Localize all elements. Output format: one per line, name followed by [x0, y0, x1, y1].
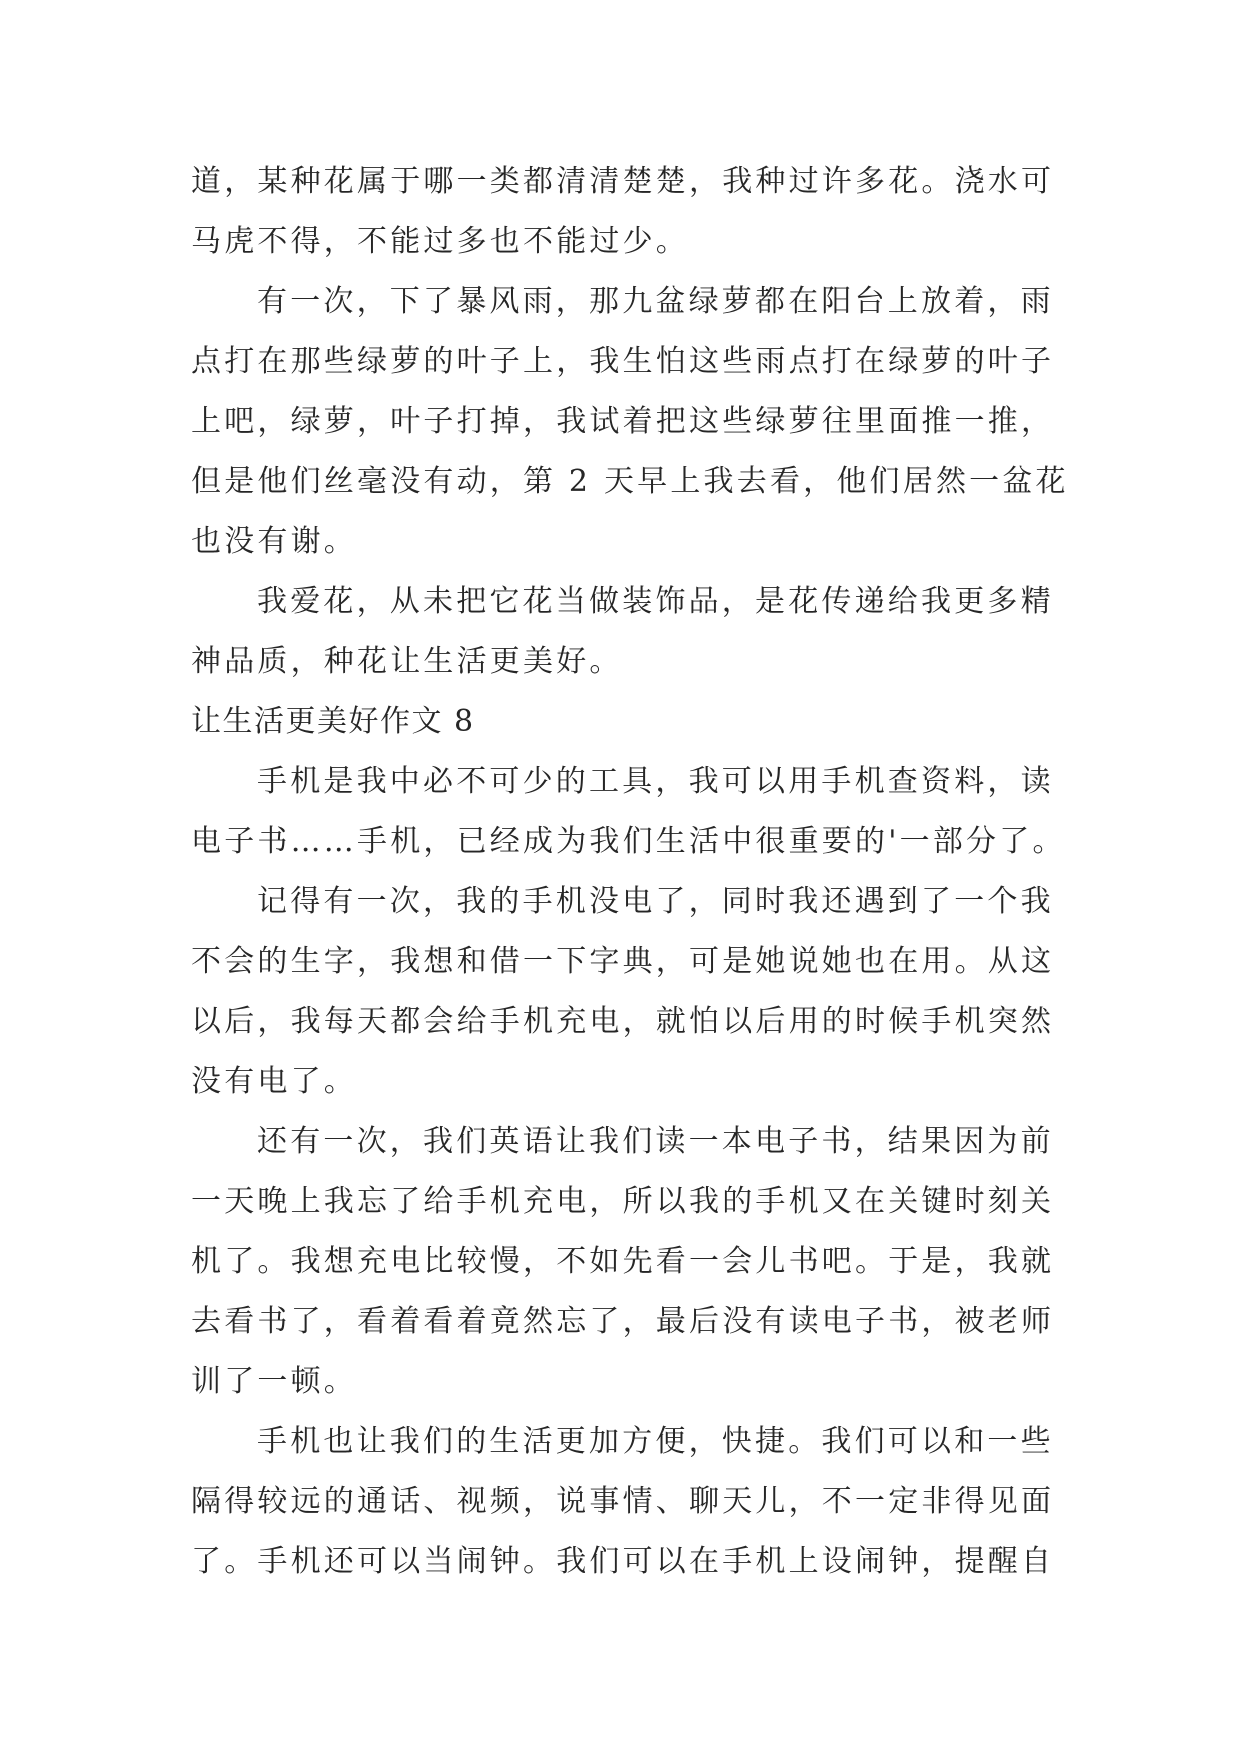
text-line: 没有电了。 [191, 1064, 357, 1099]
document-body [191, 152, 1069, 1592]
text-line: 隔得较远的通话、视频，说事情、聊天儿，不一定非得见面 [191, 1484, 1055, 1519]
text-line: 神品质，种花让生活更美好。 [191, 644, 623, 679]
paragraph-first-line: 有一次，下了暴风雨，那九盆绿萝都在阳台上放着，雨 [257, 284, 1054, 319]
text-line: 了。手机还可以当闹钟。我们可以在手机上设闹钟，提醒自 [191, 1544, 1055, 1579]
section-heading: 让生活更美好作文 8 [191, 704, 475, 739]
text-line: 马虎不得，不能过多也不能过少。 [191, 224, 689, 259]
text-line: 训了一顿。 [191, 1364, 357, 1399]
text-line: 机了。我想充电比较慢，不如先看一会儿书吧。于是，我就 [191, 1244, 1055, 1279]
paragraph-first-line: 手机也让我们的生活更加方便，快捷。我们可以和一些 [257, 1424, 1054, 1459]
text-line: 不会的生字，我想和借一下字典，可是她说她也在用。从这 [191, 944, 1055, 979]
text-line: 但是他们丝毫没有动，第 2 天早上我去看，他们居然一盆花 [191, 464, 1069, 499]
text-line: 电子书……手机，已经成为我们生活中很重要的'一部分了。 [191, 824, 1066, 859]
text-line: 一天晚上我忘了给手机充电，所以我的手机又在关键时刻关 [191, 1184, 1055, 1219]
paragraph-first-line: 还有一次，我们英语让我们读一本电子书，结果因为前 [257, 1124, 1054, 1159]
paragraph-first-line: 我爱花，从未把它花当做装饰品，是花传递给我更多精 [257, 584, 1054, 619]
text-line: 去看书了，看着看着竟然忘了，最后没有读电子书，被老师 [191, 1304, 1055, 1339]
text-line: 点打在那些绿萝的叶子上，我生怕这些雨点打在绿萝的叶子 [191, 344, 1055, 379]
paragraph-first-line: 记得有一次，我的手机没电了，同时我还遇到了一个我 [257, 884, 1054, 919]
text-line: 上吧，绿萝，叶子打掉，我试着把这些绿萝往里面推一推， [191, 404, 1055, 439]
text-line: 以后，我每天都会给手机充电，就怕以后用的时候手机突然 [191, 1004, 1055, 1039]
text-line: 道，某种花属于哪一类都清清楚楚，我种过许多花。浇水可 [191, 164, 1055, 199]
text-line: 也没有谢。 [191, 524, 357, 559]
paragraph-first-line: 手机是我中必不可少的工具，我可以用手机查资料，读 [257, 764, 1054, 799]
